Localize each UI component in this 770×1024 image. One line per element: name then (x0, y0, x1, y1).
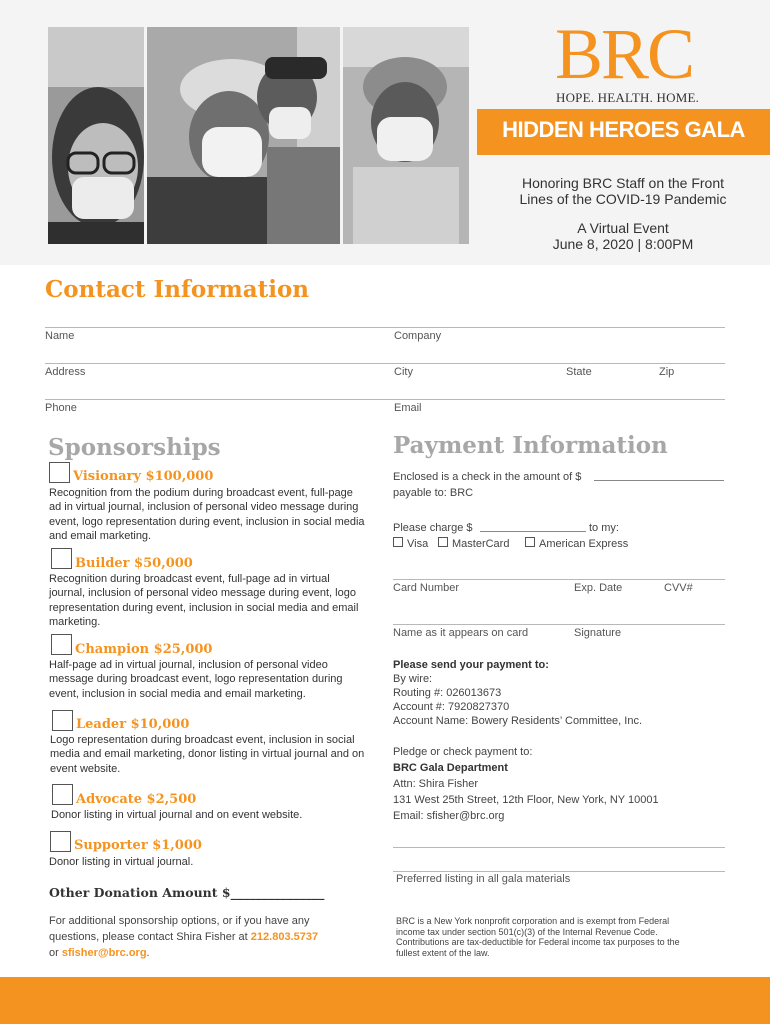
brc-logo: BRC (555, 14, 694, 94)
check-amount-label: Enclosed is a check in the amount of $ (393, 471, 582, 483)
visa-option[interactable]: Visa (393, 537, 428, 552)
staff-photo-2 (147, 27, 340, 244)
mastercard-option[interactable]: MasterCard (438, 537, 509, 552)
signature-label: Signature (574, 627, 622, 639)
state-label: State (566, 366, 592, 378)
visionary-level: Visionary $100,000 (73, 469, 214, 484)
brc-tagline: HOPE. HEALTH. HOME. (556, 90, 700, 105)
event-subtitle-line1: Honoring BRC Staff on the Front (521, 175, 725, 191)
card-name-label: Name as it appears on card (393, 627, 529, 639)
mastercard-checkbox[interactable] (438, 537, 448, 547)
staff-photo-3 (343, 27, 469, 244)
gala-title: HIDDEN HEROES GALA (502, 117, 745, 142)
name-label: Name (45, 330, 75, 342)
email-label: Email (394, 402, 422, 414)
preferred-listing-line-2[interactable] (393, 871, 725, 872)
leader-desc: Logo representation during broadcast event, inclusion in social media and email marketing, donor listing in virtual journal and on event website. (50, 734, 365, 775)
contact-phone-link[interactable]: 212.803.5737 (250, 931, 319, 943)
advocate-desc: Donor listing in virtual journal and on event website. (51, 809, 303, 821)
payment-heading: Payment Information (393, 432, 668, 459)
card-name-line[interactable] (393, 624, 725, 625)
amex-option[interactable]: American Express (525, 537, 628, 552)
city-label: City (394, 366, 413, 378)
builder-level: Builder $50,000 (75, 556, 193, 571)
check-amount-line[interactable] (594, 480, 724, 481)
champion-desc: Half-page ad in virtual journal, inclusion of personal video message during broadcast event, logo representation during event, inclusion in social media and email marketing. (49, 659, 343, 700)
cvv-label: CVV# (664, 582, 693, 594)
charge-label: Please charge $ (393, 522, 473, 534)
contact-email-link[interactable]: sfisher@brc.org (61, 947, 147, 959)
sponsorship-contact-note: For additional sponsorship options, or if you have any questions, please contact Shira Fisher at 212.803.5737 or sfisher@brc.org. (49, 915, 319, 959)
other-donation-field[interactable]: Other Donation Amount $_______________ (49, 885, 325, 900)
event-subtitle-line2: Lines of the COVID-19 Pandemic (519, 191, 727, 207)
footer-bar (0, 977, 770, 1024)
contact-heading: Contact Information (45, 276, 310, 303)
amex-checkbox[interactable] (525, 537, 535, 547)
sponsorships-heading: Sponsorships (48, 434, 221, 461)
supporter-checkbox[interactable] (50, 831, 71, 852)
phone-email-line[interactable] (45, 399, 725, 400)
payable-to: payable to: BRC (393, 487, 474, 499)
supporter-level: Supporter $1,000 (74, 838, 202, 853)
advocate-level: Advocate $2,500 (76, 792, 197, 807)
zip-label: Zip (659, 366, 675, 378)
charge-amount-line[interactable] (480, 531, 586, 532)
card-number-line[interactable] (393, 579, 725, 580)
supporter-desc: Donor listing in virtual journal. (49, 856, 194, 868)
visionary-desc: Recognition from the podium during broadcast event, full-page ad in virtual journal, inclusion of personal video message during event, logo representation during event, inclusion in social media and email marketing. (49, 487, 365, 542)
charge-suffix: to my: (589, 522, 619, 534)
builder-desc: Recognition during broadcast event, full-page ad in virtual journal, inclusion of personal video message during event, logo representation during event, inclusion in social media and email marketing. (49, 573, 359, 628)
exp-date-label: Exp. Date (574, 582, 623, 594)
preferred-listing-line-1[interactable] (393, 847, 725, 848)
company-label: Company (394, 330, 442, 342)
leader-checkbox[interactable] (52, 710, 73, 731)
leader-level: Leader $10,000 (76, 717, 190, 732)
event-format: A Virtual Event (577, 220, 669, 236)
champion-checkbox[interactable] (51, 634, 72, 655)
preferred-listing-label: Preferred listing in all gala materials (396, 873, 571, 885)
card-number-label: Card Number (393, 582, 460, 594)
name-company-line[interactable] (45, 327, 725, 328)
champion-level: Champion $25,000 (75, 642, 213, 657)
staff-photo-1 (48, 27, 144, 244)
visionary-checkbox[interactable] (49, 462, 70, 483)
wire-instructions: Please send your payment to: By wire: Routing #: 026013673 Account #: 7920827370 Account Name: Bowery Residents’ Committee, Inc. (393, 659, 643, 727)
event-date: June 8, 2020 | 8:00PM (552, 236, 694, 252)
address-line[interactable] (45, 363, 725, 364)
address-label: Address (45, 366, 86, 378)
visa-checkbox[interactable] (393, 537, 403, 547)
advocate-checkbox[interactable] (52, 784, 73, 805)
mail-instructions: Pledge or check payment to: BRC Gala Department Attn: Shira Fisher 131 West 25th Street, 12th Floor, New York, NY 10001 Email: sfisher@brc.org (393, 746, 659, 822)
tax-disclaimer: BRC is a New York nonprofit corporation and is exempt from Federal income tax under section 501(c)(3) of the Internal Revenue Code. Contributions are tax-deductible for Federal income tax purposes to the fullest extent of the law. (396, 916, 680, 958)
phone-label: Phone (45, 402, 77, 414)
builder-checkbox[interactable] (51, 548, 72, 569)
